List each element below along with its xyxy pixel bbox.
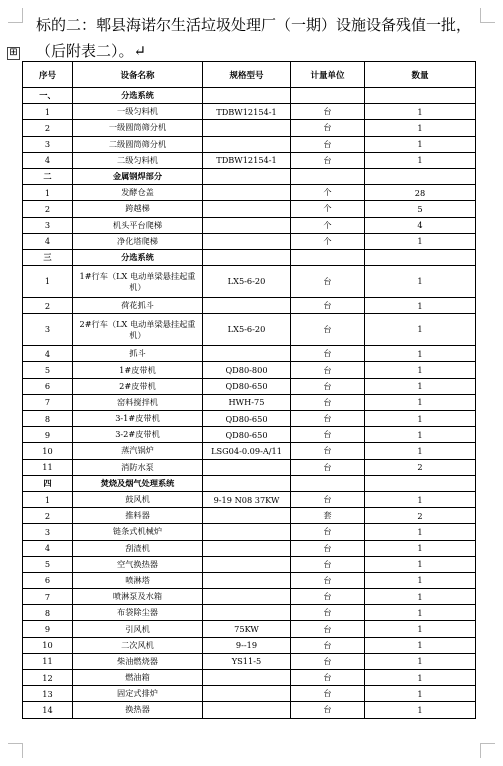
cell-qty: 1 (365, 621, 476, 637)
cell-qty: 1 (365, 443, 476, 459)
cell-unit: 个 (291, 233, 365, 249)
cell-name: 抓斗 (73, 346, 203, 362)
table-row (23, 686, 476, 702)
cell-qty: 1 (365, 314, 476, 346)
cell-index: 10 (23, 443, 73, 459)
cell-index: 14 (23, 702, 73, 718)
cell-index: 1 (23, 104, 73, 120)
table-row (23, 589, 476, 605)
table-row (23, 362, 476, 378)
cell-qty: 1 (365, 653, 476, 669)
table-row (23, 459, 476, 475)
table-row (23, 201, 476, 217)
cell-qty: 1 (365, 556, 476, 572)
cell-spec (203, 168, 291, 184)
cell-name: 机头平台爬梯 (73, 217, 203, 233)
table-row (23, 378, 476, 394)
cell-spec (203, 459, 291, 475)
header-index: 序号 (23, 62, 73, 88)
cell-unit: 台 (291, 104, 365, 120)
cell-qty: 4 (365, 217, 476, 233)
cell-index: 9 (23, 621, 73, 637)
table-row (23, 120, 476, 136)
cell-unit: 台 (291, 394, 365, 410)
cell-index: 11 (23, 653, 73, 669)
cell-unit: 台 (291, 266, 365, 298)
cell-qty: 1 (365, 411, 476, 427)
cell-unit (291, 249, 365, 265)
table-row (23, 475, 476, 491)
cell-qty: 1 (365, 637, 476, 653)
cell-name: 跨越梯 (73, 201, 203, 217)
cell-spec: LX5-6-20 (203, 266, 291, 298)
cell-index: 6 (23, 378, 73, 394)
cell-name: 刮渣机 (73, 540, 203, 556)
table-row (23, 185, 476, 201)
cell-spec (203, 233, 291, 249)
cell-index: 一、 (23, 88, 73, 104)
cell-index: 2 (23, 120, 73, 136)
table-row (23, 298, 476, 314)
table-row (23, 266, 476, 298)
cell-name: 布袋除尘器 (73, 605, 203, 621)
cell-unit: 台 (291, 136, 365, 152)
cell-spec: QD80-650 (203, 378, 291, 394)
cell-spec (203, 136, 291, 152)
table-row (23, 702, 476, 718)
cell-name: 1#行车（LX 电动单梁悬挂起重机） (73, 266, 203, 298)
cell-index: 9 (23, 427, 73, 443)
cell-index: 三 (23, 249, 73, 265)
cell-spec (203, 686, 291, 702)
cell-spec: HWH-75 (203, 394, 291, 410)
cell-spec (203, 572, 291, 588)
cell-unit: 台 (291, 589, 365, 605)
cell-qty: 1 (365, 589, 476, 605)
cell-spec (203, 120, 291, 136)
cell-unit: 台 (291, 314, 365, 346)
table-row (23, 249, 476, 265)
cell-spec: QD80-650 (203, 411, 291, 427)
cell-qty: 1 (365, 362, 476, 378)
table-row (23, 233, 476, 249)
cell-spec (203, 508, 291, 524)
cell-index: 6 (23, 572, 73, 588)
cell-index: 13 (23, 686, 73, 702)
cell-index: 3 (23, 314, 73, 346)
cell-qty: 2 (365, 459, 476, 475)
cell-unit: 台 (291, 702, 365, 718)
cell-spec: TDBW12154-1 (203, 152, 291, 168)
cell-qty: 1 (365, 524, 476, 540)
cell-index: 4 (23, 233, 73, 249)
cell-unit: 台 (291, 346, 365, 362)
cell-name: 2#皮带机 (73, 378, 203, 394)
cell-unit: 台 (291, 120, 365, 136)
cell-unit: 台 (291, 491, 365, 507)
cell-index: 4 (23, 152, 73, 168)
cell-name: 2#行车（LX 电动单梁悬挂起重机） (73, 314, 203, 346)
cell-spec: 9--19 (203, 637, 291, 653)
cell-unit: 台 (291, 605, 365, 621)
cell-unit: 台 (291, 556, 365, 572)
cell-index: 1 (23, 266, 73, 298)
cell-spec (203, 702, 291, 718)
cell-unit: 台 (291, 540, 365, 556)
cell-unit: 台 (291, 686, 365, 702)
cell-name: 二级圆筒筛分机 (73, 136, 203, 152)
cell-name: 一级圆筒筛分机 (73, 120, 203, 136)
table-move-handle-icon[interactable]: ⊞ (7, 47, 20, 60)
cell-unit: 台 (291, 298, 365, 314)
cell-spec: YS11-5 (203, 653, 291, 669)
table-row (23, 411, 476, 427)
cell-index: 3 (23, 136, 73, 152)
cell-name: 金属钢焊部分 (73, 168, 203, 184)
cell-spec: LX5-6-20 (203, 314, 291, 346)
cell-qty (365, 249, 476, 265)
cell-spec (203, 346, 291, 362)
cell-qty: 1 (365, 136, 476, 152)
cell-index: 1 (23, 491, 73, 507)
header-qty: 数量 (365, 62, 476, 88)
equipment-table (22, 61, 476, 719)
cell-spec (203, 298, 291, 314)
title-line-1: 标的二：郫县海诺尔生活垃圾处理厂（一期）设施设备残值一批， (36, 16, 472, 34)
table-row (23, 621, 476, 637)
cell-name: 焚烧及烟气处理系统 (73, 475, 203, 491)
cell-qty: 1 (365, 605, 476, 621)
cell-index: 12 (23, 670, 73, 686)
cell-qty: 1 (365, 572, 476, 588)
cell-index: 2 (23, 508, 73, 524)
cell-unit (291, 475, 365, 491)
cell-index: 7 (23, 394, 73, 410)
cell-index: 3 (23, 524, 73, 540)
cell-qty: 28 (365, 185, 476, 201)
cell-unit: 台 (291, 459, 365, 475)
cell-spec (203, 201, 291, 217)
cell-index: 8 (23, 605, 73, 621)
page-corner-mark (8, 743, 23, 758)
cell-unit: 台 (291, 621, 365, 637)
cell-name: 窑料搅拌机 (73, 394, 203, 410)
cell-unit: 个 (291, 185, 365, 201)
cell-qty: 1 (365, 394, 476, 410)
table-row (23, 314, 476, 346)
cell-qty: 1 (365, 346, 476, 362)
table-row (23, 346, 476, 362)
cell-unit: 台 (291, 427, 365, 443)
cell-qty: 2 (365, 508, 476, 524)
cell-unit: 套 (291, 508, 365, 524)
cell-unit: 台 (291, 524, 365, 540)
cell-qty (365, 88, 476, 104)
cell-qty (365, 168, 476, 184)
cell-spec: QD80-800 (203, 362, 291, 378)
cell-name: 3-1#皮带机 (73, 411, 203, 427)
cell-qty: 1 (365, 152, 476, 168)
cell-name: 净化塔爬梯 (73, 233, 203, 249)
cell-name: 喷淋塔 (73, 572, 203, 588)
cell-index: 4 (23, 346, 73, 362)
cell-spec (203, 249, 291, 265)
cell-name: 柴油燃烧器 (73, 653, 203, 669)
table-row (23, 168, 476, 184)
title-line-2: （后附表二）。↵ (36, 42, 147, 60)
document-title (36, 12, 496, 64)
cell-name: 蒸汽锅炉 (73, 443, 203, 459)
cell-index: 5 (23, 362, 73, 378)
cell-index: 2 (23, 201, 73, 217)
cell-name: 喷淋泵及水箱 (73, 589, 203, 605)
cell-index: 四 (23, 475, 73, 491)
cell-name: 分选系统 (73, 88, 203, 104)
table-row (23, 136, 476, 152)
cell-qty (365, 475, 476, 491)
cell-name: 引风机 (73, 621, 203, 637)
cell-unit: 台 (291, 443, 365, 459)
header-spec: 规格型号 (203, 62, 291, 88)
table-row (23, 508, 476, 524)
table-row (23, 491, 476, 507)
cell-qty: 1 (365, 427, 476, 443)
cell-name: 推料器 (73, 508, 203, 524)
cell-unit: 台 (291, 152, 365, 168)
cell-spec (203, 185, 291, 201)
table-header-row (23, 62, 476, 88)
cell-name: 二级匀料机 (73, 152, 203, 168)
cell-index: 7 (23, 589, 73, 605)
cell-spec (203, 605, 291, 621)
table-row (23, 427, 476, 443)
cell-index: 11 (23, 459, 73, 475)
header-unit: 计量单位 (291, 62, 365, 88)
page-corner-mark (8, 8, 23, 23)
cell-unit: 台 (291, 572, 365, 588)
cell-name: 一级匀料机 (73, 104, 203, 120)
cell-unit: 台 (291, 362, 365, 378)
cell-index: 8 (23, 411, 73, 427)
cell-unit (291, 168, 365, 184)
cell-index: 4 (23, 540, 73, 556)
cell-spec (203, 475, 291, 491)
cell-index: 10 (23, 637, 73, 653)
table-row (23, 443, 476, 459)
cell-spec: 9-19 N08 37KW (203, 491, 291, 507)
cell-unit (291, 88, 365, 104)
table-row (23, 217, 476, 233)
cell-name: 二次风机 (73, 637, 203, 653)
cell-qty: 1 (365, 120, 476, 136)
cell-spec (203, 217, 291, 233)
cell-unit: 台 (291, 637, 365, 653)
cell-qty: 1 (365, 670, 476, 686)
cell-qty: 1 (365, 378, 476, 394)
cell-spec (203, 524, 291, 540)
cell-name: 发酵仓盖 (73, 185, 203, 201)
table-row (23, 637, 476, 653)
cell-qty: 1 (365, 298, 476, 314)
table-row (23, 605, 476, 621)
cell-name: 固定式排炉 (73, 686, 203, 702)
cell-name: 燃油箱 (73, 670, 203, 686)
cell-name: 空气换热器 (73, 556, 203, 572)
table-row (23, 88, 476, 104)
cell-spec (203, 88, 291, 104)
cell-spec (203, 670, 291, 686)
table-row (23, 104, 476, 120)
cell-unit: 台 (291, 653, 365, 669)
cell-unit: 个 (291, 217, 365, 233)
table-row (23, 394, 476, 410)
cell-qty: 1 (365, 702, 476, 718)
cell-index: 1 (23, 185, 73, 201)
cell-spec (203, 589, 291, 605)
table-row (23, 670, 476, 686)
cell-name: 链条式机械炉 (73, 524, 203, 540)
table-row (23, 540, 476, 556)
cell-unit: 台 (291, 670, 365, 686)
cell-unit: 台 (291, 378, 365, 394)
cell-name: 1#皮带机 (73, 362, 203, 378)
cell-name: 消防水泵 (73, 459, 203, 475)
cell-spec (203, 540, 291, 556)
cell-qty: 1 (365, 540, 476, 556)
table-row (23, 653, 476, 669)
page-corner-mark (480, 743, 495, 758)
cell-qty: 5 (365, 201, 476, 217)
cell-spec: QD80-650 (203, 427, 291, 443)
cell-index: 3 (23, 217, 73, 233)
table-row (23, 524, 476, 540)
table-row (23, 572, 476, 588)
table-row (23, 556, 476, 572)
cell-index: 二 (23, 168, 73, 184)
table-row (23, 152, 476, 168)
cell-qty: 1 (365, 104, 476, 120)
cell-name: 换热器 (73, 702, 203, 718)
cell-name: 3-2#皮带机 (73, 427, 203, 443)
cell-qty: 1 (365, 491, 476, 507)
cell-qty: 1 (365, 233, 476, 249)
cell-qty: 1 (365, 686, 476, 702)
cell-spec (203, 556, 291, 572)
cell-index: 5 (23, 556, 73, 572)
cell-spec: TDBW12154-1 (203, 104, 291, 120)
cell-unit: 个 (291, 201, 365, 217)
cell-name: 分选系统 (73, 249, 203, 265)
cell-index: 2 (23, 298, 73, 314)
cell-name: 鼓风机 (73, 491, 203, 507)
cell-name: 荷花抓斗 (73, 298, 203, 314)
cell-qty: 1 (365, 266, 476, 298)
header-name: 设备名称 (73, 62, 203, 88)
cell-spec: LSG04-0.09-A/11 (203, 443, 291, 459)
cell-unit: 台 (291, 411, 365, 427)
cell-spec: 75KW (203, 621, 291, 637)
